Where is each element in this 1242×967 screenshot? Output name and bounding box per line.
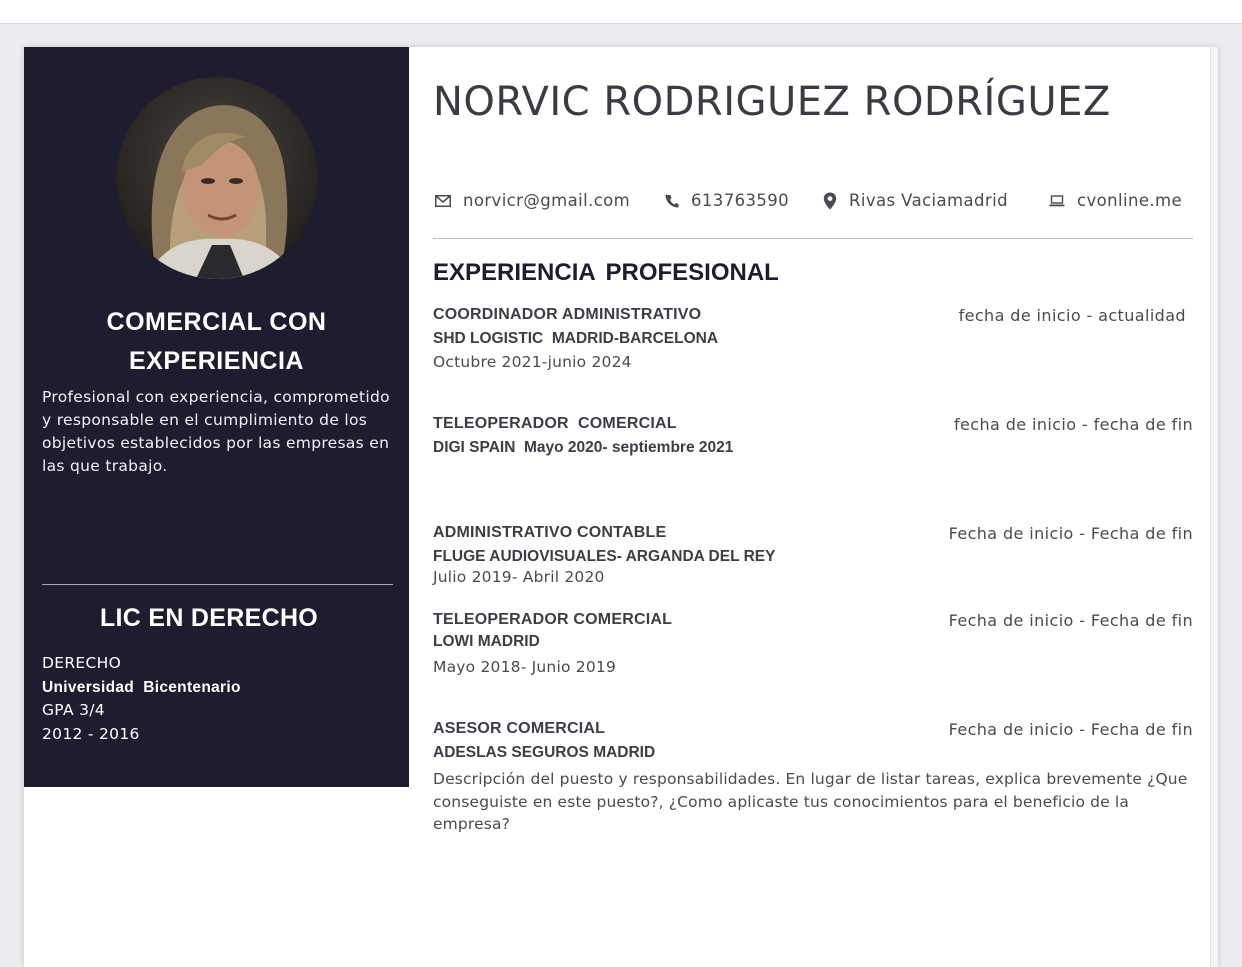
job-dates: Fecha de inicio - Fecha de fin — [948, 720, 1193, 739]
job-dates: fecha de inicio - fecha de fin — [953, 415, 1193, 434]
job-role: TELEOPERADOR COMERCIAL — [433, 415, 677, 432]
profile-photo — [116, 77, 318, 279]
laptop-icon — [1049, 195, 1065, 207]
job-entry — [433, 720, 1193, 836]
candidate-name: NORVIC RODRIGUEZ RODRÍGUEZ — [433, 79, 1111, 125]
contact-website-text: cvonline.me — [1077, 191, 1183, 210]
contact-email-text: norvicr@gmail.com — [463, 191, 631, 210]
job-entry — [433, 306, 1193, 371]
top-toolbar — [0, 0, 1242, 24]
job-company: LOWI MADRID — [433, 633, 540, 650]
mail-icon — [435, 195, 451, 207]
education-field: DERECHO — [42, 654, 122, 672]
education-years: 2012 - 2016 — [42, 724, 140, 743]
education-details — [42, 652, 241, 746]
page-edge — [1210, 47, 1218, 967]
job-role: ADMINISTRATIVO CONTABLE — [433, 524, 667, 541]
job-period: Mayo 2018- Junio 2019 — [433, 658, 617, 676]
job-period: Julio 2019- Abril 2020 — [433, 568, 605, 586]
contact-website[interactable] — [1049, 191, 1182, 210]
contact-location — [823, 191, 1008, 210]
phone-icon — [665, 194, 679, 208]
job-role: TELEOPERADOR COMERCIAL — [433, 611, 673, 628]
experience-section-title: EXPERIENCIA PROFESIONAL — [433, 259, 779, 286]
contact-email[interactable] — [435, 191, 630, 210]
job-entry — [433, 415, 1193, 457]
job-role: COORDINADOR ADMINISTRATIVO — [433, 306, 702, 323]
job-dates: Fecha de inicio - Fecha de fin — [948, 524, 1193, 543]
contact-bar — [433, 191, 1193, 217]
job-entry — [433, 524, 1193, 586]
header-divider — [433, 238, 1193, 239]
job-company: SHD LOGISTIC MADRID-BARCELONA — [433, 330, 719, 347]
resume-page — [24, 47, 1218, 967]
sidebar-divider — [42, 584, 393, 585]
professional-title-line1: COMERCIAL CON — [106, 308, 327, 336]
job-entry — [433, 611, 1193, 676]
professional-title — [24, 303, 409, 381]
job-dates: Fecha de inicio - Fecha de fin — [948, 611, 1193, 630]
job-company: DIGI SPAIN Mayo 2020- septiembre 2021 — [433, 439, 734, 456]
location-pin-icon — [823, 192, 837, 210]
professional-title-line2: EXPERIENCIA — [129, 347, 304, 375]
contact-phone[interactable] — [665, 191, 789, 210]
job-role: ASESOR COMERCIAL — [433, 720, 606, 737]
contact-phone-text: 613763590 — [691, 191, 790, 210]
education-gpa: GPA 3/4 — [42, 701, 105, 719]
job-company: FLUGE AUDIOVISUALES- ARGANDA DEL REY — [433, 548, 776, 565]
profile-summary: Profesional con experiencia, comprometido y responsable en el cumplimiento de los objetivos establecidos por las empresas en las que trabajo. — [42, 388, 390, 475]
job-description: Descripción del puesto y responsabilidades. En lugar de listar tareas, explica brevemente ¿Que conseguiste en este puesto?, ¿Como aplicaste tus conocimientos para el beneficio de la empresa? — [433, 770, 1188, 833]
contact-location-text: Rivas Vaciamadrid — [849, 191, 1008, 210]
education-title: LIC EN DERECHO — [99, 604, 319, 632]
job-company: ADESLAS SEGUROS MADRID — [433, 744, 656, 761]
job-dates: fecha de inicio - actualidad — [958, 306, 1186, 325]
sidebar — [24, 47, 409, 787]
job-period: Octubre 2021-junio 2024 — [433, 353, 632, 371]
education-institution: Universidad Bicentenario — [42, 678, 241, 696]
